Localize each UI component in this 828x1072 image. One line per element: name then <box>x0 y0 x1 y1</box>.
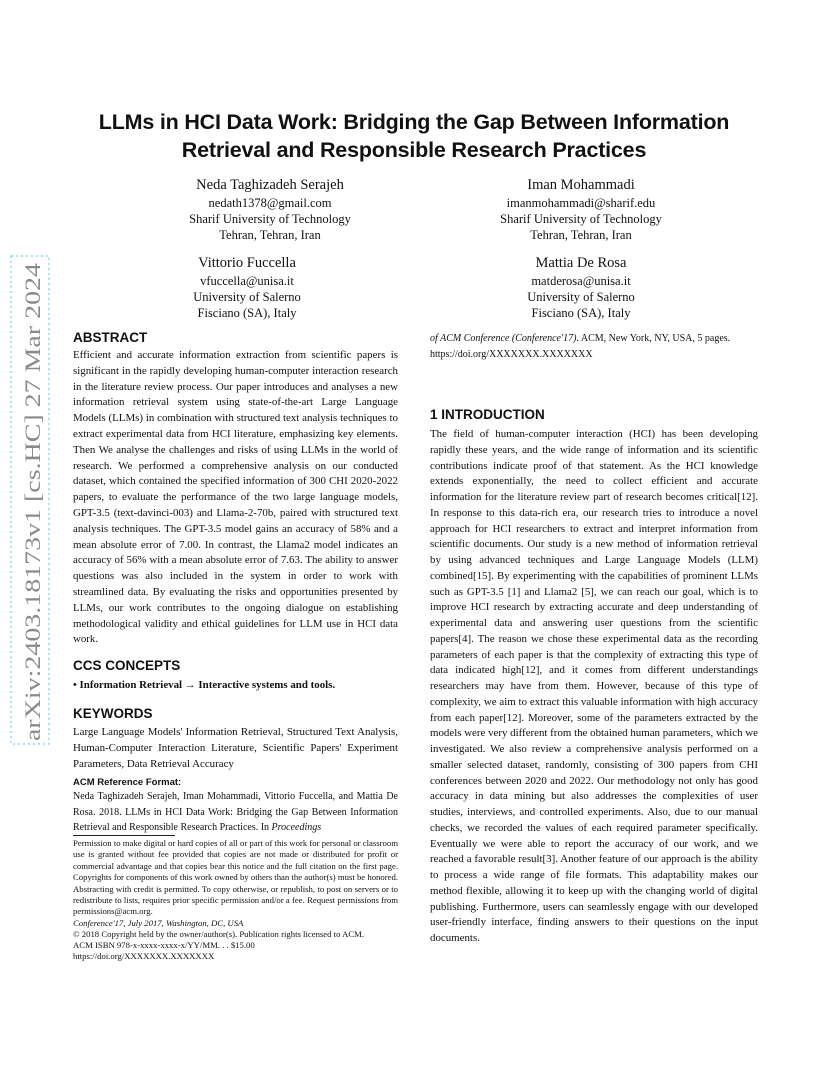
author-location: Tehran, Tehran, Iran <box>530 228 632 243</box>
author-name: Iman Mohammadi <box>527 177 635 193</box>
author-email: imanmohammadi@sharif.edu <box>506 196 656 210</box>
introduction-heading: 1 INTRODUCTION <box>430 407 545 422</box>
title-line-1: LLMs in HCI Data Work: Bridging the Gap Between Information <box>98 110 730 134</box>
keywords-text: Large Language Models' Information Retrieval, Structured Text Analysis, Human-Computer Interaction Literature, Scientific Papers' Experiment Parameters, Data Retrieval Accuracy <box>73 726 398 770</box>
doi-line: https://doi.org/XXXXXXX.XXXXXXX <box>73 951 215 961</box>
isbn-line: ACM ISBN 978-x-xxxx-xxxx-x/YY/MM. . . $15.00 <box>73 940 255 950</box>
arxiv-stamp-text: arXiv:2403.18173v1 [cs.HC] 27 Mar 2024 <box>20 356 45 741</box>
author-email: vfuccella@unisa.it <box>200 274 294 288</box>
keywords-heading: KEYWORDS <box>73 706 153 721</box>
abstract-heading: ABSTRACT <box>73 330 148 345</box>
author-block-2 <box>441 175 721 244</box>
author-affiliation: Sharif University of Technology <box>500 212 662 227</box>
author-location: Fisciano (SA), Italy <box>197 306 297 321</box>
acm-reference-heading: ACM Reference Format: <box>73 777 182 788</box>
conference-line <box>73 918 398 929</box>
acm-reference-continued <box>430 331 758 362</box>
ccs-heading: CCS CONCEPTS <box>73 658 181 673</box>
author-name: Neda Taghizadeh Serajeh <box>196 177 344 193</box>
acm-reference-proceedings: Proceedings <box>271 822 322 833</box>
copyright-line: © 2018 Copyright held by the owner/author(s). Publication rights licensed to ACM. <box>73 929 365 939</box>
acm-reference-body: Neda Taghizadeh Serajeh, Iman Mohammadi, Vittorio Fuccella, and Mattia De Rosa. 2018. LLMs in HCI Data Work: Bridging the Gap Between Information Retrieval and Responsible Research Practices. In <box>73 791 398 833</box>
author-block-4 <box>441 253 721 322</box>
author-block-3 <box>107 253 387 322</box>
permission-notice: Permission to make digital or hard copies of all or part of this work for personal or classroom use is granted without fee provided that copies are not made or distributed for profit or commercial advantage and that copies bear this notice and the full citation on the first page. Copyrights for components of this work owned by others than the author(s) must be honored. Abstracting with credit is permitted. To copy otherwise, or republish, to post on servers or to redistribute to lists, requires prior specific permission and/or a fee. Request permissions from permissions@acm.org. <box>73 838 398 917</box>
author-location: Fisciano (SA), Italy <box>531 306 631 321</box>
author-name: Mattia De Rosa <box>535 255 627 271</box>
abstract-text: Efficient and accurate information extraction from scientific papers is significant in the rapidly developing human-computer interaction research in the literature review process. Our paper introduces and analyses a new information retrieval system using state-of-the-art Large Language Models (LLMs) in combination with structured text analysis techniques to extract experimental data from HCI literature, emphasizing key elements. Then We analyse the challenges and risks of using LLMs in the world of research. We performed a comprehensive analysis on our conducted dataset, which contained the specified information of 300 CHI 2020-2022 papers, to evaluate the performance of the two large language models, GPT-3.5 (text-davinci-003) and Llama-2-70b, paired with structured text analysis techniques. The GPT-3.5 model gains an accuracy of 58% and a mean absolute error of 7.00. In contrast, the Llama2 model indicates an accuracy of 56% with a mean absolute error of 7.63. The ability to answer questions was also included in the system in order to work with streamlined data. By evaluating the risks and opportunities presented by LLMs, our work contributes to the ongoing dialogue on establishing methodological validity and ethical guidelines for LLM use in HCI data work. <box>73 349 398 646</box>
author-affiliation: University of Salerno <box>527 290 635 305</box>
ccs-concept: • Information Retrieval → Interactive systems and tools. <box>73 679 336 691</box>
acm-reference-continued-italic: of ACM Conference (Conference'17). <box>430 333 579 344</box>
page-title <box>40 108 788 164</box>
introduction-text: The field of human-computer interaction (HCI) has been developing rapidly these years, and the wide range of information and its scientific contributions indicate proof of that statement. As the HCI knowledge extends exponentially, the need to collect efficient and accurate information for the literature review part of research becomes critical[12]. In response to this data-rich era, our research tries to introduce a novel approach for HCI researchers to extract and interpret information from scientific documents. Our study is a new method of information retrieval by using advanced techniques and Large Language Models (LLM) combined[15]. By experimenting with the capabilities of prominent LLMs such as GPT-3.5 [1] and Llama2 [5], we can reach our goal, which is to improve HCI research by extracting accurate and deep understanding of experimental data and answering user questions from the scientific papers[4]. The reason we chose these experimental data as the recording parameters of each paper is that the complexity of extracting this type of data indicated high[12], and it comes from different understandings researchers may have from them. However, because of this type of complexity, we aim to extract this valuable information with high accuracy from each paper[12]. Moreover, some of the parameters extracted by the models were very different from the obtained human parameters, which we investigated. We also review a comprehensive analysis performed on a smaller selected dataset, randomly, consisting of 300 papers from CHI conferences between 2020 and 2022. Our methodology not only has good accuracy in data mining but also addresses the complexities of user studies, interviews, and controlled experiments. Also, due to our manual checks, we recorded the values of each required parameter specifically. Eventually we were able to report the accuracy of our work, and we reached a favorable result[3]. Another feature of our approach is the ability to process a wide range of file formats. This adaptability makes our method flexible, allowing it to keep up with the changing world of digital publishing. Furthermore, users can seamlessly engage with our developed user-friendly interface, finding answers to their questions on the input documents. <box>430 428 758 944</box>
arxiv-stamp <box>10 255 50 745</box>
acm-reference-continued-rest: ACM, New York, NY, USA, 5 pages. https://doi.org/XXXXXXX.XXXXXXX <box>430 333 731 360</box>
acm-reference-text <box>73 789 398 836</box>
footnote-rule <box>73 835 175 836</box>
author-name: Vittorio Fuccella <box>198 255 296 271</box>
author-affiliation: University of Salerno <box>193 290 301 305</box>
author-affiliation: Sharif University of Technology <box>189 212 351 227</box>
conference-info: Conference'17, July 2017, Washington, DC, USA <box>73 918 244 928</box>
author-location: Tehran, Tehran, Iran <box>219 228 321 243</box>
title-line-2: Retrieval and Responsible Research Practices <box>181 138 647 162</box>
author-email: matderosa@unisa.it <box>531 274 631 288</box>
author-email: nedath1378@gmail.com <box>208 196 332 210</box>
author-block-1 <box>130 175 410 244</box>
